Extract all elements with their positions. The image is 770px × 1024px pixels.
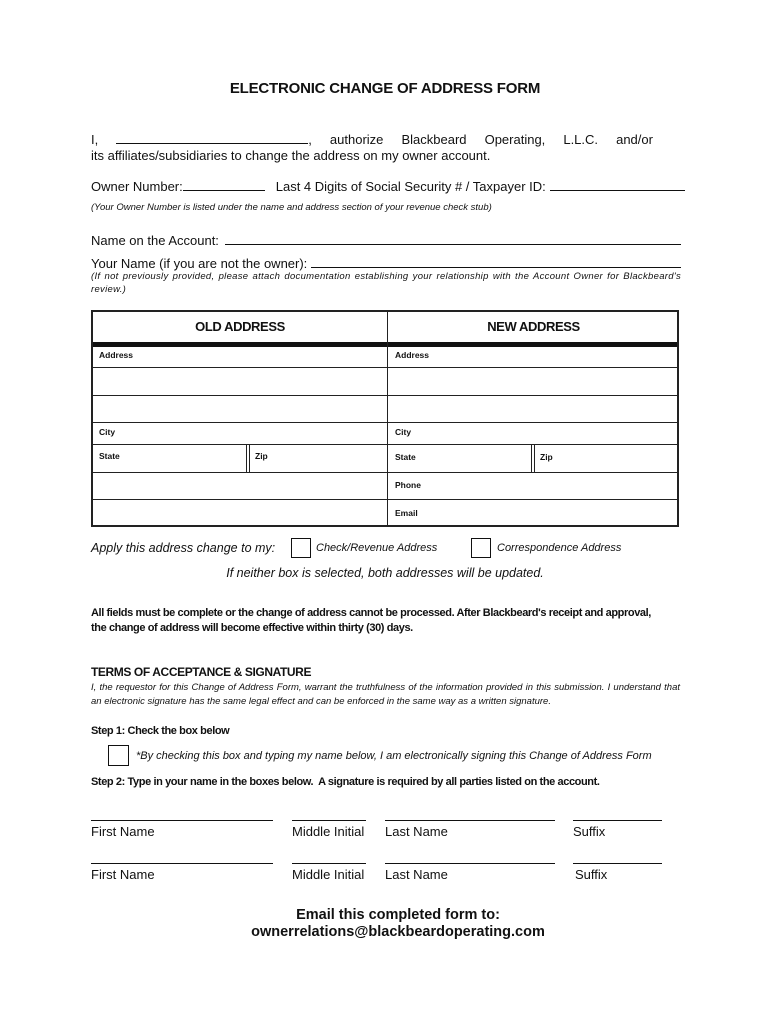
check-revenue-label: Check/Revenue Address: [316, 542, 438, 554]
apply-label: Apply this address change to my:: [91, 541, 276, 555]
owner-number-row: [91, 178, 685, 194]
old-state-label: State: [99, 451, 120, 461]
table-rule: [93, 444, 679, 445]
new-city-label: City: [395, 427, 412, 437]
name-on-account-label: Name on the Account:: [91, 233, 219, 248]
name-on-account-field[interactable]: [225, 232, 681, 245]
last-name-input[interactable]: [385, 863, 555, 864]
suffix-input[interactable]: [573, 820, 662, 821]
new-phone-label: Phone: [395, 480, 421, 490]
old-zip-label: Zip: [255, 451, 268, 461]
first-name-input[interactable]: [91, 863, 273, 864]
your-name-field[interactable]: [311, 255, 681, 268]
name-on-account-row: [91, 232, 681, 248]
old-address-label: Address: [99, 350, 134, 360]
terms-heading: TERMS OF ACCEPTANCE & SIGNATURE: [91, 665, 312, 679]
owner-number-field[interactable]: [183, 178, 265, 191]
first-name-label: First Name: [91, 867, 155, 882]
owner-number-note: (Your Owner Number is listed under the name and address section of your revenue check stub): [91, 202, 492, 213]
auth-word: authorize: [329, 132, 384, 147]
auth-word: L.L.C.: [563, 132, 599, 147]
new-state-label: State: [395, 452, 416, 462]
step2-label: Step 2: Type in your name in the boxes below. A signature is required by all parties listed on the account.: [91, 776, 600, 788]
ssn-field[interactable]: [550, 178, 685, 191]
suffix-label: Suffix: [573, 824, 606, 839]
apply-note: If neither box is selected, both addresses will be updated.: [226, 566, 544, 580]
auth-word: Blackbeard: [401, 132, 467, 147]
auth-word: Operating,: [484, 132, 546, 147]
new-address-label: Address: [395, 350, 430, 360]
completion-notice: All fields must be complete or the change of address cannot be processed. After Blackbeard's receipt and approval, the change of address will become effective within thirty (30) days.: [91, 607, 651, 634]
footer-instruction: Email this completed form to:: [296, 907, 500, 923]
last-name-label: Last Name: [385, 824, 448, 839]
your-name-note: (If not previously provided, please attach documentation establishing your relationship with the Account Owner for Blackbeard's review.): [91, 271, 681, 295]
your-name-row: [91, 255, 681, 271]
old-address-input[interactable]: [93, 347, 386, 423]
state-zip-divider-old: [246, 444, 247, 472]
page-title: ELECTRONIC CHANGE OF ADDRESS FORM: [229, 80, 541, 97]
correspondence-checkbox[interactable]: [471, 538, 491, 558]
table-rule: [93, 499, 679, 500]
state-zip-divider-old: [249, 444, 250, 472]
first-name-input[interactable]: [91, 820, 273, 821]
new-email-label: Email: [395, 508, 418, 518]
correspondence-label: Correspondence Address: [497, 542, 622, 554]
your-name-label: Your Name (if you are not the owner):: [91, 256, 308, 271]
e-signature-checkbox-label: *By checking this box and typing my name below, I am electronically signing this Change of Address Form: [136, 750, 652, 762]
old-address-header: OLD ADDRESS: [195, 319, 285, 334]
authorization-line-2: its affiliates/subsidiaries to change the address on my owner account.: [91, 148, 491, 163]
auth-prefix: I,: [91, 132, 99, 147]
check-revenue-checkbox[interactable]: [291, 538, 311, 558]
table-rule: [93, 472, 679, 473]
footer-email: ownerrelations@blackbeardoperating.com: [251, 924, 545, 940]
middle-initial-input[interactable]: [292, 863, 366, 864]
new-address-input[interactable]: [388, 347, 679, 423]
first-name-label: First Name: [91, 824, 155, 839]
auth-word: and/or: [616, 132, 653, 147]
address-table: [91, 310, 679, 527]
last-name-input[interactable]: [385, 820, 555, 821]
authorization-line: I, , authorize Blackbeard Operating, L.L.C. and/or: [91, 132, 653, 147]
old-city-label: City: [99, 427, 116, 437]
terms-body: I, the requestor for this Change of Address Form, warrant the truthfulness of the information provided in this submission. I understand that an electronic signature has the same legal effect and can be enforced in the same way as a written signature.: [91, 682, 680, 707]
owner-number-label: Owner Number:: [91, 179, 183, 194]
new-zip-label: Zip: [540, 452, 553, 462]
e-signature-checkbox[interactable]: [108, 745, 129, 766]
middle-initial-label: Middle Initial: [292, 824, 365, 839]
state-zip-divider-new: [534, 444, 535, 472]
middle-initial-input[interactable]: [292, 820, 366, 821]
new-address-header: NEW ADDRESS: [487, 319, 580, 334]
authorizer-name-field[interactable]: [116, 131, 308, 144]
step1-label: Step 1: Check the box below: [91, 725, 230, 737]
last-name-label: Last Name: [385, 867, 448, 882]
state-zip-divider-new: [531, 444, 532, 472]
suffix-input[interactable]: [573, 863, 662, 864]
middle-initial-label: Middle Initial: [292, 867, 365, 882]
ssn-label: Last 4 Digits of Social Security # / Taxpayer ID:: [275, 179, 546, 194]
suffix-label: Suffix: [575, 867, 608, 882]
